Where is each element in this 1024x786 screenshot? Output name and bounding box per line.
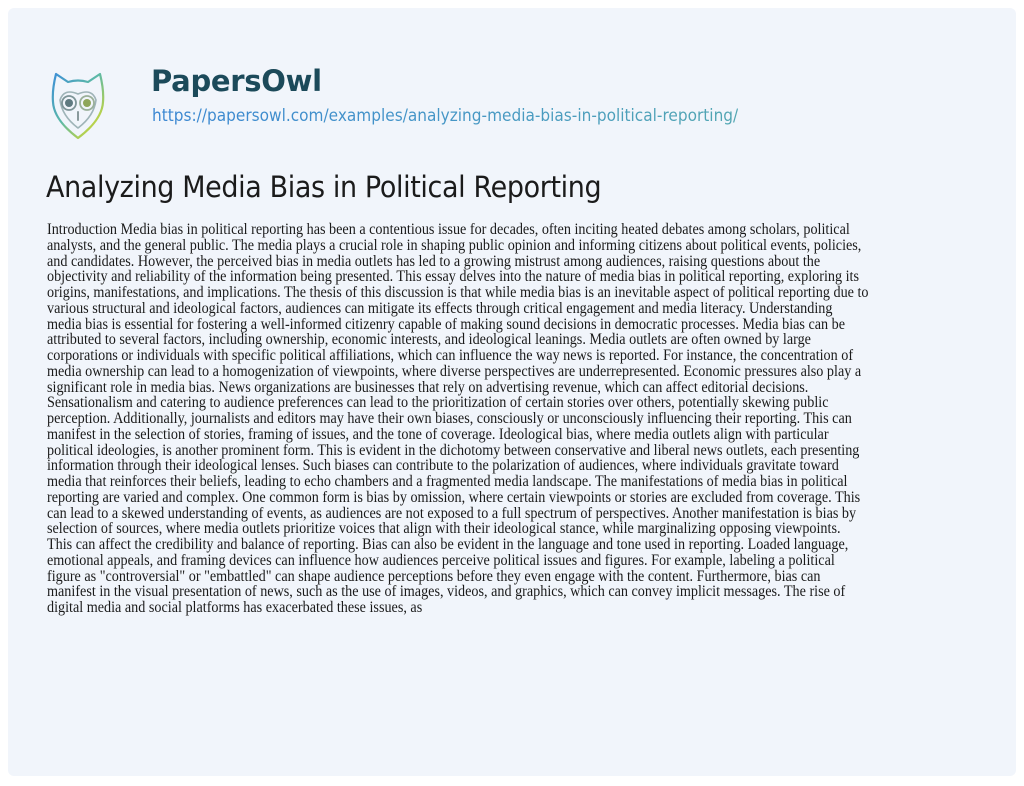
brand-name[interactable]: PapersOwl — [151, 64, 322, 98]
body-line: media that reinforces their beliefs, leading to echo chambers and a fragmented media landscape. The manifestations of media bias in political — [47, 472, 848, 490]
body-line: digital media and social platforms has exacerbated these issues, as — [47, 598, 423, 616]
body-line: attributed to several factors, including ownership, economic interests, and ideological leanings. Media outlets are often owned by large — [47, 330, 811, 349]
body-line: selection of sources, where media outlets prioritize voices that align with their ideological stance, while marginalizing opposing viewpoints. — [47, 519, 841, 538]
body-line: Sensationalism and catering to audience preferences can lead to the prioritization of certain stories over others, potentially skewing public — [47, 393, 829, 412]
body-line: media ownership can lead to a homogenization of viewpoints, where diverse perspectives are underrepresented. Economic pressures also play a — [47, 361, 862, 380]
body-line — [47, 632, 887, 648]
body-line: reporting are varied and complex. One common form is bias by omission, where certain viewpoints or stories are excluded from coverage. This — [47, 487, 861, 506]
body-line: media bias is essential for fostering a well-informed citizenry capable of making sound decisions in democratic processes. Media bias can be — [47, 314, 846, 333]
body-line: origins, manifestations, and implications. The thesis of this discussion is that while media bias is an inevitable aspect of political reporting due to — [47, 283, 869, 301]
body-line: objectivity and reliability of the information being presented. This essay delves into the nature of media bias in political reporting, exploring its — [47, 267, 860, 286]
body-line: manifest in the visual presentation of news, such as the use of images, videos, and graphics, which can convey implicit messages. The rise of — [47, 582, 846, 601]
body-line: can lead to a skewed understanding of events, as audiences are not exposed to a full spectrum of perspectives. Another manifestation is bias by — [47, 503, 857, 522]
body-line: information through their ideological lenses. Such biases can contribute to the polarization of audiences, where individuals gravitate toward — [47, 456, 839, 475]
body-line: This can affect the credibility and balance of reporting. Bias can also be evident in the language and tone used in reporting. Loaded language, — [47, 535, 849, 553]
body-line: perception. Additionally, journalists and editors may have their own biases, consciously or unconsciously influencing their reporting. This can — [47, 409, 852, 427]
owl-logo-icon[interactable] — [48, 68, 108, 142]
body-line — [47, 663, 887, 679]
body-line: analysts, and the general public. The media plays a crucial role in shaping public opinion and informing citizens about political events, policies, — [47, 235, 862, 254]
article-title: Analyzing Media Bias in Political Reporting — [46, 170, 602, 204]
page-url-link[interactable]: https://papersowl.com/examples/analyzing-media-bias-in-political-reporting/ — [152, 106, 739, 125]
body-line: manifest in the selection of stories, framing of issues, and the tone of coverage. Ideological bias, where media outlets align with particular — [47, 424, 829, 443]
body-line: political ideologies, is another prominent form. This is evident in the dichotomy between conservative and liberal news outlets, each presenting — [47, 440, 860, 459]
body-line — [47, 679, 887, 695]
body-line — [47, 616, 887, 632]
body-line: significant role in media bias. News organizations are businesses that rely on advertising revenue, which can affect editorial decisions. — [47, 377, 809, 396]
article-body — [47, 222, 1007, 695]
body-line — [47, 647, 887, 663]
body-line: figure as "controversial" or "embattled" can shape audience perceptions before they even engage with the content. Furthermore, bias can — [47, 566, 821, 585]
body-line: corporations or individuals with specific political affiliations, which can influence the way news is reported. For instance, the concentration of — [47, 346, 854, 364]
body-line: emotional appeals, and framing devices can influence how audiences perceive political issues and figures. For example, labeling a political — [47, 550, 835, 569]
body-line: various structural and ideological factors, audiences can mitigate its effects through critical engagement and media literacy. Understanding — [47, 298, 833, 317]
body-line: and candidates. However, the perceived bias in media outlets has led to a growing mistrust among audiences, raising questions about the — [47, 251, 821, 270]
body-line: Introduction Media bias in political reporting has been a contentious issue for decades, often inciting heated debates among scholars, political — [47, 220, 850, 238]
